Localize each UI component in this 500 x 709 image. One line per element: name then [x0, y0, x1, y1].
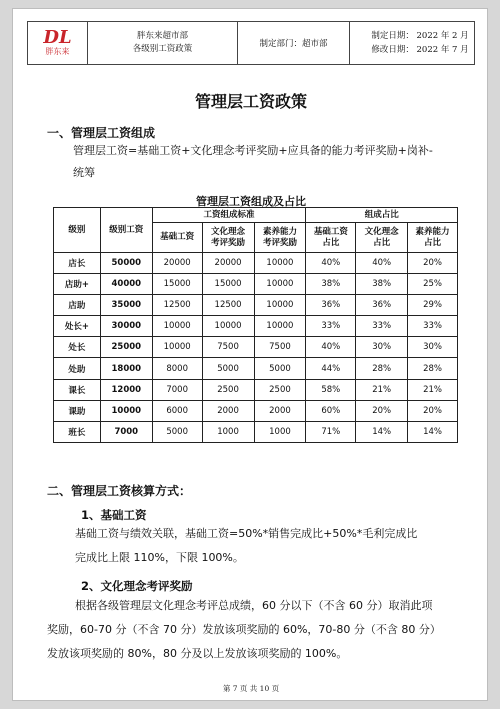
cell-culture: 2000 [202, 400, 254, 421]
header-share-group: 组成占比 [306, 208, 458, 223]
header-dates [350, 22, 474, 64]
cell-base: 15000 [152, 274, 202, 295]
logo-name: 胖东来 [45, 47, 70, 56]
cell-base-pct: 36% [306, 295, 356, 316]
sub1-line2: 完成比上限 110%，下限 100%。 [75, 551, 244, 564]
cell-base-pct: 40% [306, 253, 356, 274]
cell-base-pct: 44% [306, 358, 356, 379]
cell-culture-pct: 40% [356, 253, 408, 274]
cell-ability: 10000 [254, 253, 306, 274]
table-row [54, 295, 458, 316]
cell-culture: 10000 [202, 316, 254, 337]
department-text: 制定部门：超市部 [259, 39, 328, 49]
header-standard-group: 工资组成标准 [152, 208, 306, 223]
cell-ability-pct: 14% [408, 421, 458, 442]
cell-salary: 18000 [100, 358, 152, 379]
cell-level: 课助 [54, 400, 101, 421]
cell-ability: 10000 [254, 295, 306, 316]
cell-ability: 2000 [254, 400, 306, 421]
revised-date: 修改日期： 2022 年 7 月 [371, 45, 469, 55]
cell-culture-pct: 30% [356, 337, 408, 358]
section1-line1: 管理层工资=基础工资+文化理念考评奖励+应具备的能力考评奖励+岗补- [73, 144, 433, 157]
header-culture-pct: 文化理念 占比 [356, 223, 408, 253]
table-row [54, 337, 458, 358]
cell-base-pct: 71% [306, 421, 356, 442]
header-ability-pct: 素养能力 占比 [408, 223, 458, 253]
cell-base: 5000 [152, 421, 202, 442]
cell-salary: 10000 [100, 400, 152, 421]
section2-heading: 二、管理层工资核算方式： [47, 484, 192, 498]
sub2-line2: 奖励，60-70 分（不含 70 分）发放该项奖励的 60%，70-80 分（不含 80 分） [47, 623, 441, 636]
cell-base: 10000 [152, 316, 202, 337]
sub1-heading: 1、基础工资 [81, 508, 147, 522]
cell-culture: 12500 [202, 295, 254, 316]
logo-mark: DL [43, 27, 72, 48]
cell-salary: 7000 [100, 421, 152, 442]
cell-base-pct: 40% [306, 337, 356, 358]
cell-culture: 2500 [202, 379, 254, 400]
cell-ability-pct: 25% [408, 274, 458, 295]
cell-base-pct: 58% [306, 379, 356, 400]
cell-culture-pct: 28% [356, 358, 408, 379]
cell-ability-pct: 20% [408, 253, 458, 274]
cell-ability-pct: 28% [408, 358, 458, 379]
cell-level: 店长 [54, 253, 101, 274]
table-row [54, 379, 458, 400]
cell-culture: 20000 [202, 253, 254, 274]
cell-culture-pct: 33% [356, 316, 408, 337]
cell-base: 7000 [152, 379, 202, 400]
cell-culture-pct: 36% [356, 295, 408, 316]
section1-heading: 一、管理层工资组成 [47, 126, 156, 140]
cell-ability-pct: 29% [408, 295, 458, 316]
table-row [54, 316, 458, 337]
cell-ability-pct: 33% [408, 316, 458, 337]
cell-level: 处长+ [54, 316, 101, 337]
cell-ability: 10000 [254, 274, 306, 295]
cell-base: 20000 [152, 253, 202, 274]
cell-culture: 1000 [202, 421, 254, 442]
document-header [27, 21, 475, 65]
section1-line2: 统筹 [73, 166, 95, 179]
sub2-line3: 发放该项奖励的 80%，80 分及以上发放该项奖励的 100%。 [47, 647, 348, 660]
cell-base: 8000 [152, 358, 202, 379]
cell-base-pct: 38% [306, 274, 356, 295]
cell-culture: 5000 [202, 358, 254, 379]
document-title: 管理层工资政策 [194, 92, 307, 111]
table-title: 管理层工资组成及占比 [196, 195, 306, 208]
cell-culture-pct: 38% [356, 274, 408, 295]
cell-ability: 2500 [254, 379, 306, 400]
header-base-pct: 基础工资 占比 [306, 223, 356, 253]
cell-level: 店助 [54, 295, 101, 316]
cell-ability-pct: 30% [408, 337, 458, 358]
cell-level: 店助+ [54, 274, 101, 295]
cell-salary: 35000 [100, 295, 152, 316]
cell-salary: 25000 [100, 337, 152, 358]
cell-culture-pct: 14% [356, 421, 408, 442]
cell-culture: 7500 [202, 337, 254, 358]
table-row [54, 400, 458, 421]
cell-base-pct: 60% [306, 400, 356, 421]
cell-ability: 10000 [254, 316, 306, 337]
header-level: 级别 [54, 208, 101, 253]
page-number: 第 7 页 共 10 页 [222, 684, 280, 693]
header-title [88, 22, 238, 64]
made-date: 制定日期： 2022 年 2 月 [371, 31, 469, 41]
header-title-line1: 胖东来超市部 [136, 31, 188, 41]
table-row [54, 421, 458, 442]
table-row [54, 358, 458, 379]
cell-level: 处助 [54, 358, 101, 379]
sub1-line1: 基础工资与绩效关联，基础工资=50%*销售完成比+50%*毛利完成比 [75, 527, 418, 540]
cell-ability: 5000 [254, 358, 306, 379]
cell-base: 6000 [152, 400, 202, 421]
sub2-heading: 2、文化理念考评奖励 [81, 579, 193, 593]
table-row [54, 253, 458, 274]
cell-salary: 40000 [100, 274, 152, 295]
document-page [12, 8, 488, 701]
header-culture: 文化理念 考评奖励 [202, 223, 254, 253]
cell-ability-pct: 21% [408, 379, 458, 400]
header-base: 基础工资 [152, 223, 202, 253]
table-row [54, 274, 458, 295]
cell-level: 课长 [54, 379, 101, 400]
cell-ability: 1000 [254, 421, 306, 442]
cell-culture: 15000 [202, 274, 254, 295]
header-ability: 素养能力 考评奖励 [254, 223, 306, 253]
cell-culture-pct: 21% [356, 379, 408, 400]
cell-level: 处长 [54, 337, 101, 358]
cell-culture-pct: 20% [356, 400, 408, 421]
cell-salary: 50000 [100, 253, 152, 274]
cell-salary: 12000 [100, 379, 152, 400]
salary-table [53, 207, 458, 443]
cell-ability-pct: 20% [408, 400, 458, 421]
cell-ability: 7500 [254, 337, 306, 358]
cell-salary: 30000 [100, 316, 152, 337]
cell-base-pct: 33% [306, 316, 356, 337]
header-salary: 级别工资 [100, 208, 152, 253]
cell-base: 10000 [152, 337, 202, 358]
cell-base: 12500 [152, 295, 202, 316]
logo [28, 22, 88, 64]
header-department [238, 22, 350, 64]
cell-level: 班长 [54, 421, 101, 442]
sub2-line1: 根据各级管理层文化理念考评总成绩，60 分以下（不含 60 分）取消此项 [75, 599, 433, 612]
header-title-line2: 各级别工资政策 [132, 44, 193, 54]
